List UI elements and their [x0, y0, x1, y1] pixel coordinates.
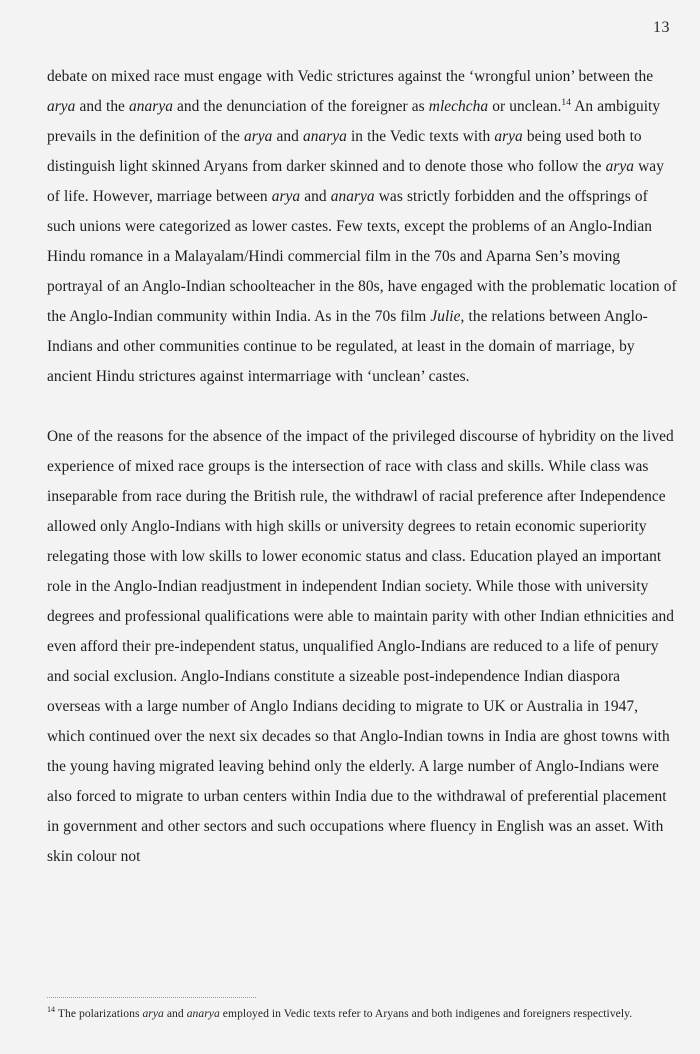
text-run: , the relations between Anglo-Indians and other communities continue to be regulated, at least in the domain of marriage, by ancient Hindu strictures against intermarriage with ‘unclean’ castes. — [47, 308, 648, 385]
italic-term: anarya — [186, 1007, 220, 1020]
text-run: and — [300, 188, 331, 205]
italic-term: arya — [271, 188, 301, 205]
text-run: and the denunciation of the foreigner as — [172, 98, 429, 115]
paragraph-2 — [47, 422, 677, 872]
footnote-reference: 14 — [47, 1005, 56, 1015]
text-run: and — [272, 128, 303, 145]
italic-term: arya — [243, 128, 273, 145]
italic-term: arya — [494, 128, 523, 145]
text-run: being used both to distinguish light skinned Aryans from darker skinned and to denote those who follow the — [47, 128, 642, 175]
italic-term: anarya — [129, 98, 173, 115]
text-run: An ambiguity prevails in the definition of the — [47, 98, 661, 145]
footnote-reference: 14 — [561, 97, 571, 108]
italic-term: mlechcha — [428, 98, 489, 115]
footnote-separator-rule — [47, 997, 256, 998]
italic-term: Julie — [430, 308, 461, 325]
text-run: employed in Vedic texts refer to Aryans and both indigenes and foreigners respectively. — [219, 1007, 633, 1020]
text-run: or unclean. — [488, 98, 562, 115]
italic-term: arya — [47, 98, 76, 115]
text-run: and the — [75, 98, 130, 115]
text-run: The polarizations — [55, 1007, 143, 1020]
text-run: One of the reasons for the absence of the impact of the privileged discourse of hybridity on the lived experience of mixed race groups is the intersection of race with class and skills. While class was inseparable from race during the British rule, the withdrawl of racial preference after Independence allowed only Anglo-Indians with high skills or university degrees to retain economic superiority relegating those with low skills to lower economic status and class. Education played an important role in the Anglo-Indian readjustment in independent Indian society. While those with university degrees and professional qualifications were able to maintain parity with other Indian ethnicities and even afford their pre-independent status, unqualified Anglo-Indians are reduced to a life of penury and social exclusion. Anglo-Indians constitute a sizeable post-independence Indian diaspora overseas with a large number of Anglo Indians deciding to migrate to UK or Australia in 1947, which continued over the next six decades so that Anglo-Indian towns in India are ghost towns with the young having migrated leaving behind only the elderly. A large number of Anglo-Indians were also forced to migrate to urban centers within India due to the withdrawal of preferential placement in government and other sectors and such occupations where fluency in English was an asset. With skin colour not — [47, 428, 674, 865]
page-number: 13 — [653, 19, 670, 36]
footnote-area — [47, 997, 677, 1021]
italic-term: anarya — [302, 128, 347, 145]
italic-term: arya — [142, 1007, 164, 1020]
paragraph-1 — [47, 62, 677, 392]
italic-term: arya — [605, 158, 635, 175]
text-run: and — [163, 1007, 187, 1020]
body-text-column — [47, 62, 677, 872]
text-run: was strictly forbidden and the offsprings of such unions were categorized as lower castes. Few texts, except the problems of an Anglo-Indian Hindu romance in a Malayalam/Hindi commercial film in the 70s and Aparna Sen’s moving portrayal of an Anglo-Indian schoolteacher in the 80s, have engaged with the problematic location of the Anglo-Indian community within India. As in the 70s film — [47, 188, 677, 325]
italic-term: anarya — [330, 188, 375, 205]
footnote-14 — [47, 1006, 677, 1021]
text-run: way of life. However, marriage between — [47, 158, 664, 205]
text-run: in the Vedic texts with — [346, 128, 495, 145]
text-run: debate on mixed race must engage with Vedic strictures against the ‘wrongful union’ between the — [47, 68, 654, 85]
